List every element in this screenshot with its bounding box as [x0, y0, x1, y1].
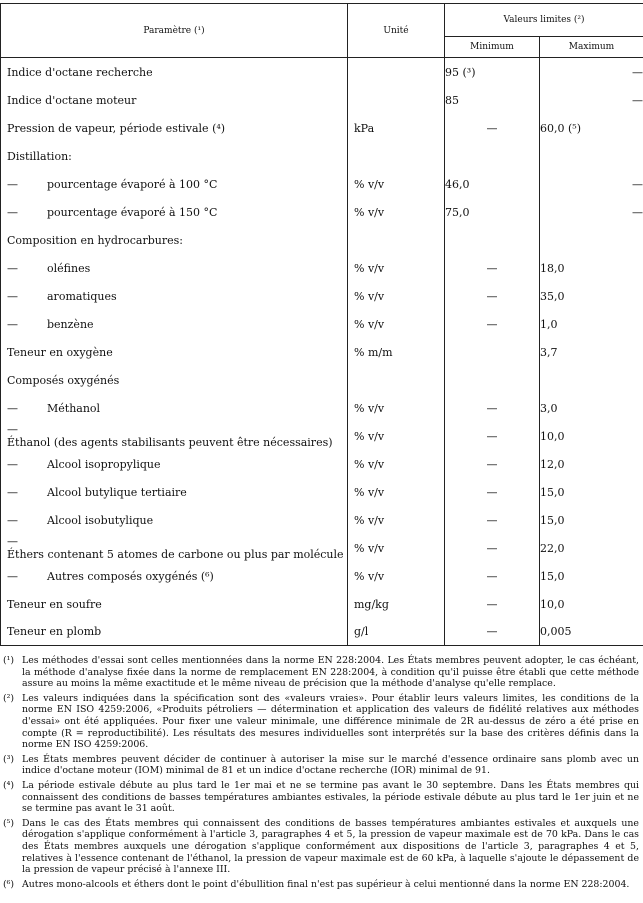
min-cell — [445, 142, 540, 170]
max-cell: 35,0 — [540, 282, 643, 310]
table-row — [1, 478, 643, 506]
param-label: Teneur en soufre — [7, 597, 102, 611]
param-label: Autres composés oxygénés (⁶) — [47, 569, 214, 583]
param-cell — [1, 450, 348, 478]
max-cell: — — [540, 58, 643, 87]
max-cell: 3,7 — [540, 338, 643, 366]
table-row — [1, 58, 643, 87]
footnote-number: (¹) — [3, 655, 15, 666]
param-label: Éthers contenant 5 atomes de carbone ou plus par molécule — [7, 548, 344, 561]
footnote — [3, 655, 639, 690]
table-row — [1, 338, 643, 366]
param-label: Alcool isobutylique — [47, 513, 154, 527]
param-cell — [1, 310, 348, 338]
max-cell: 15,0 — [540, 478, 643, 506]
footnote-number: (⁴) — [3, 779, 15, 791]
max-cell: 18,0 — [540, 254, 643, 282]
header-minimum: Minimum — [445, 37, 540, 58]
param-cell — [1, 478, 348, 506]
max-cell — [540, 366, 643, 394]
min-cell: — — [445, 562, 540, 590]
unit-cell: kPa — [348, 114, 445, 142]
param-label: Éthanol (des agents stabilisants peuvent être nécessaires) — [7, 436, 333, 449]
list-dash: — — [7, 289, 18, 303]
param-label: pourcentage évaporé à 150 °C — [47, 205, 218, 219]
table-row — [1, 366, 643, 394]
header-valeurs-limites: Valeurs limites (²) — [445, 4, 643, 37]
unit-cell: % v/v — [348, 282, 445, 310]
max-cell: 0,005 — [540, 618, 643, 646]
max-cell: 1,0 — [540, 310, 643, 338]
param-cell — [1, 142, 348, 170]
unit-cell: % v/v — [348, 170, 445, 198]
table-row — [1, 282, 643, 310]
param-label: Alcool butylique tertiaire — [47, 485, 187, 499]
max-cell: — — [540, 198, 643, 226]
param-cell — [1, 114, 348, 142]
param-label: Composés oxygénés — [7, 373, 120, 387]
table-row — [1, 142, 643, 170]
param-cell — [1, 170, 348, 198]
min-cell: 75,0 — [445, 198, 540, 226]
param-label: Teneur en plomb — [7, 625, 102, 638]
min-cell: 85 — [445, 86, 540, 114]
table-row — [1, 254, 643, 282]
footnote-number: (²) — [3, 692, 15, 704]
unit-cell: % v/v — [348, 310, 445, 338]
footnote-number: (⁶) — [3, 878, 15, 890]
table-row — [1, 506, 643, 534]
min-cell: — — [445, 478, 540, 506]
footnote-text: Les méthodes d'essai sont celles mentionnées dans la norme EN 228:2004. Les États membres peuvent adopter, le cas échéant, la méthode d'analyse fixée dans la norme de remplacement EN 228:2004, à condition qu'il puisse être établi que cette méthode assure au moins la même exactitude et le même niveau de précision que la méthode d'analyse qu'elle remplace. — [22, 655, 639, 690]
max-cell — [540, 142, 643, 170]
footnote-number: (⁵) — [3, 817, 15, 829]
specification-table — [0, 3, 643, 646]
max-cell: 10,0 — [540, 590, 643, 618]
unit-cell: % v/v — [348, 534, 445, 562]
table-row — [1, 310, 643, 338]
unit-cell: % v/v — [348, 478, 445, 506]
footnote — [3, 693, 639, 751]
param-label: pourcentage évaporé à 100 °C — [47, 177, 218, 191]
max-cell: 22,0 — [540, 534, 643, 562]
min-cell: — — [445, 450, 540, 478]
header-unite: Unité — [348, 4, 445, 58]
list-dash: — — [7, 485, 18, 499]
param-label: Indice d'octane recherche — [7, 65, 153, 79]
footnote — [3, 780, 639, 815]
list-dash: — — [7, 535, 18, 548]
list-dash: — — [7, 423, 18, 436]
min-cell: — — [445, 114, 540, 142]
param-cell — [1, 198, 348, 226]
table-row — [1, 422, 643, 450]
unit-cell: mg/kg — [348, 590, 445, 618]
table-row — [1, 590, 643, 618]
param-label: Indice d'octane moteur — [7, 93, 137, 107]
table-row — [1, 114, 643, 142]
unit-cell: % m/m — [348, 338, 445, 366]
table-row — [1, 86, 643, 114]
footnotes — [3, 655, 639, 893]
min-cell: 46,0 — [445, 170, 540, 198]
max-cell: 12,0 — [540, 450, 643, 478]
min-cell: — — [445, 310, 540, 338]
min-cell — [445, 226, 540, 254]
param-cell — [1, 422, 348, 450]
max-cell: 15,0 — [540, 506, 643, 534]
footnote-text: Les valeurs indiquées dans la spécification sont des «valeurs vraies». Pour établir leurs valeurs limites, les conditions de la norme EN ISO 4259:2006, «Produits pétroliers — détermination et application des valeurs de fidélité relatives aux méthodes d'essai» ont été appliquées. Pour fixer une valeur minimale, une différence minimale de 2R au-dessus de zéro a été prise en compte (R = reproductibilité). Les résultats des mesures individuelles sont interprétés sur la base des critères définis dans la norme EN ISO 4259:2006. — [22, 692, 639, 751]
footnote — [3, 879, 639, 891]
list-dash: — — [7, 569, 18, 583]
param-label: Teneur en oxygène — [7, 345, 113, 359]
unit-cell: % v/v — [348, 422, 445, 450]
list-dash: — — [7, 317, 18, 331]
footnote-text: Les États membres peuvent décider de continuer à autoriser la mise sur le marché d'essence ordinaire sans plomb avec un indice d'octane moteur (IOM) minimal de 81 et un indice d'octane recherche (IOR) minimal de 91. — [22, 753, 639, 777]
min-cell: — — [445, 394, 540, 422]
min-cell: 95 (³) — [445, 58, 540, 87]
param-cell — [1, 506, 348, 534]
param-label: Distillation: — [7, 149, 72, 163]
footnote — [3, 754, 639, 777]
min-cell — [445, 366, 540, 394]
unit-cell: % v/v — [348, 394, 445, 422]
param-cell — [1, 590, 348, 618]
table-row — [1, 562, 643, 590]
table-row — [1, 618, 643, 646]
param-cell — [1, 254, 348, 282]
unit-cell: g/l — [348, 618, 445, 646]
param-cell — [1, 58, 348, 87]
param-label: benzène — [47, 317, 94, 331]
footnote-number: (³) — [3, 753, 15, 765]
table-row — [1, 534, 643, 562]
unit-cell — [348, 86, 445, 114]
param-cell — [1, 86, 348, 114]
min-cell: — — [445, 506, 540, 534]
max-cell: — — [540, 86, 643, 114]
unit-cell: % v/v — [348, 562, 445, 590]
unit-cell: % v/v — [348, 254, 445, 282]
param-label: Pression de vapeur, période estivale (⁴) — [7, 121, 226, 135]
footnote — [3, 818, 639, 876]
list-dash: — — [7, 401, 18, 415]
unit-cell: % v/v — [348, 198, 445, 226]
list-dash: — — [7, 177, 18, 191]
param-label: Alcool isopropylique — [47, 457, 161, 471]
unit-cell — [348, 366, 445, 394]
min-cell: — — [445, 422, 540, 450]
list-dash: — — [7, 513, 18, 527]
table-row — [1, 226, 643, 254]
param-label: Composition en hydrocarbures: — [7, 233, 183, 247]
list-dash: — — [7, 205, 18, 219]
footnote-text: La période estivale débute au plus tard le 1er mai et ne se termine pas avant le 30 septembre. Dans les États membres qui connaissent des conditions de basses températures ambiantes estivales, la période estivale débute au plus tard le 1er juin et ne se termine pas avant le 31 août. — [22, 779, 639, 815]
table-row — [1, 394, 643, 422]
max-cell — [540, 226, 643, 254]
param-cell — [1, 338, 348, 366]
param-cell — [1, 226, 348, 254]
param-cell — [1, 534, 348, 562]
list-dash: — — [7, 457, 18, 471]
param-cell — [1, 618, 348, 646]
param-label: oléfines — [47, 261, 91, 275]
max-cell: 60,0 (⁵) — [540, 114, 643, 142]
param-cell — [1, 394, 348, 422]
param-cell — [1, 282, 348, 310]
unit-cell — [348, 142, 445, 170]
table-row — [1, 450, 643, 478]
unit-cell — [348, 226, 445, 254]
max-cell: 3,0 — [540, 394, 643, 422]
list-dash: — — [7, 261, 18, 275]
min-cell: — — [445, 618, 540, 646]
table-row — [1, 198, 643, 226]
min-cell: — — [445, 254, 540, 282]
min-cell — [445, 338, 540, 366]
min-cell: — — [445, 282, 540, 310]
footnote-text: Dans le cas des États membres qui connaissent des conditions de basses températures ambiantes estivales et auxquels une dérogation s'applique conformément à l'article 3, paragraphes 4 et 5, la pression de vapeur maximale est de 70 kPa. Dans le cas des États membres auxquels une dérogation s'applique conformément aux dispositions de l'article 3, paragraphes 4 et 5, relatives à l'essence contenant de l'éthanol, la pression de vapeur maximale est de 60 kPa, à laquelle s'ajoute le dépassement de la pression de vapeur précisé à l'annexe III. — [22, 817, 639, 876]
max-cell: — — [540, 170, 643, 198]
table-row — [1, 170, 643, 198]
param-label: aromatiques — [47, 289, 117, 303]
footnote-text: Autres mono-alcools et éthers dont le point d'ébullition final n'est pas supérieur à celui mentionné dans la norme EN 228:2004. — [22, 878, 630, 890]
header-maximum: Maximum — [540, 37, 643, 58]
param-cell — [1, 366, 348, 394]
param-cell — [1, 562, 348, 590]
max-cell: 15,0 — [540, 562, 643, 590]
header-parametre: Paramètre (¹) — [1, 4, 348, 58]
unit-cell: % v/v — [348, 506, 445, 534]
max-cell: 10,0 — [540, 422, 643, 450]
unit-cell — [348, 58, 445, 87]
param-label: Méthanol — [47, 401, 101, 415]
min-cell: — — [445, 534, 540, 562]
min-cell: — — [445, 590, 540, 618]
unit-cell: % v/v — [348, 450, 445, 478]
